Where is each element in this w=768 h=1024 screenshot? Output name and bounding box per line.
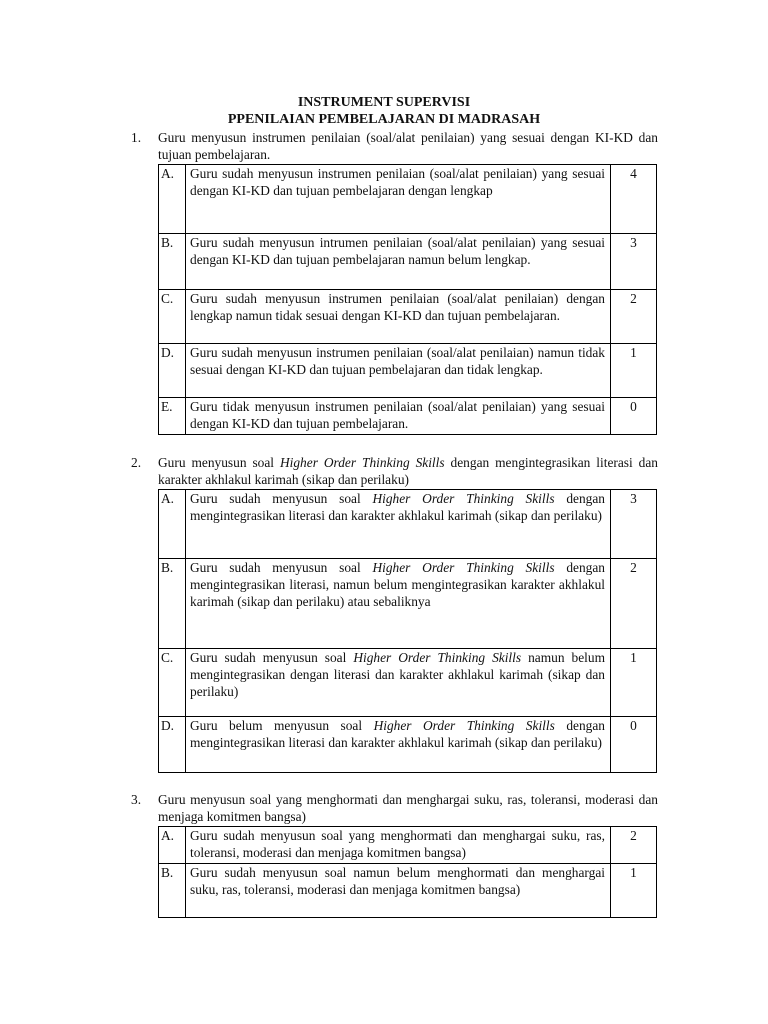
option-row [159, 398, 657, 435]
option-row [159, 344, 657, 398]
question-3-options-table [158, 826, 657, 918]
option-row [159, 717, 657, 773]
option-letter: A. [159, 490, 186, 559]
option-text: Guru sudah menyusun soal namun belum menghormati dan menghargai suku, ras, toleransi, moderasi dan menjaga komitmen bangsa) [186, 864, 611, 918]
option-score: 1 [611, 344, 657, 398]
option-letter: D. [159, 717, 186, 773]
option-score: 2 [611, 290, 657, 344]
question-1 [131, 129, 658, 163]
option-row [159, 490, 657, 559]
option-score: 2 [611, 559, 657, 649]
option-text: Guru sudah menyusun intrumen penilaian (soal/alat penilaian) yang sesuai dengan KI-KD dan tujuan pembelajaran namun belum lengkap. [186, 234, 611, 290]
question-3 [131, 791, 658, 825]
question-number: 3. [131, 792, 142, 807]
option-text: Guru sudah menyusun soal Higher Order Thinking Skills dengan mengintegrasikan literasi dan karakter akhlakul karimah (sikap dan perilaku) [186, 490, 611, 559]
option-text: Guru belum menyusun soal Higher Order Thinking Skills dengan mengintegrasikan literasi dan karakter akhlakul karimah (sikap dan perilaku) [186, 717, 611, 773]
option-text: Guru sudah menyusun instrumen penilaian (soal/alat penilaian) yang sesuai dengan KI-KD dan tujuan pembelajaran dengan lengkap [186, 165, 611, 234]
option-letter: B. [159, 864, 186, 918]
question-text: Guru menyusun soal Higher Order Thinking Skills dengan mengintegrasikan literasi dan karakter akhlakul karimah (sikap dan perilaku) [158, 455, 658, 487]
question-1-options-table [158, 164, 657, 435]
option-row [159, 290, 657, 344]
option-score: 2 [611, 827, 657, 864]
option-row [159, 864, 657, 918]
option-score: 1 [611, 864, 657, 918]
option-text: Guru sudah menyusun soal yang menghormati dan menghargai suku, ras, toleransi, moderasi dan menjaga komitmen bangsa) [186, 827, 611, 864]
question-text: Guru menyusun instrumen penilaian (soal/alat penilaian) yang sesuai dengan KI-KD dan tujuan pembelajaran. [158, 130, 658, 162]
option-row [159, 559, 657, 649]
question-number: 2. [131, 455, 142, 470]
option-letter: B. [159, 559, 186, 649]
option-text: Guru tidak menyusun instrumen penilaian (soal/alat penilaian) yang sesuai dengan KI-KD dan tujuan pembelajaran. [186, 398, 611, 435]
question-text: Guru menyusun soal yang menghormati dan menghargai suku, ras, toleransi, moderasi dan menjaga komitmen bangsa) [158, 792, 658, 824]
option-letter: A. [159, 165, 186, 234]
question-number: 1. [131, 130, 142, 145]
option-score: 0 [611, 398, 657, 435]
document-title: INSTRUMENT SUPERVISI [297, 95, 471, 110]
option-row [159, 649, 657, 717]
option-letter: C. [159, 290, 186, 344]
option-score: 4 [611, 165, 657, 234]
option-text: Guru sudah menyusun instrumen penilaian (soal/alat penilaian) dengan lengkap namun tidak sesuai dengan KI-KD dan tujuan pembelajaran. [186, 290, 611, 344]
option-letter: A. [159, 827, 186, 864]
option-text: Guru sudah menyusun instrumen penilaian (soal/alat penilaian) namun tidak sesuai dengan KI-KD dan tujuan pembelajaran dan tidak lengkap. [186, 344, 611, 398]
option-text: Guru sudah menyusun soal Higher Order Thinking Skills dengan mengintegrasikan literasi, namun belum mengintegrasikan karakter akhlakul karimah (sikap dan perilaku) atau sebaliknya [186, 559, 611, 649]
option-row [159, 234, 657, 290]
option-score: 3 [611, 234, 657, 290]
option-letter: B. [159, 234, 186, 290]
option-letter: E. [159, 398, 186, 435]
option-row [159, 827, 657, 864]
option-score: 3 [611, 490, 657, 559]
question-2-options-table [158, 489, 657, 773]
option-score: 0 [611, 717, 657, 773]
option-score: 1 [611, 649, 657, 717]
option-letter: C. [159, 649, 186, 717]
option-text: Guru sudah menyusun soal Higher Order Thinking Skills namun belum mengintegrasikan dengan literasi dan karakter akhlakul karimah (sikap dan perilaku) [186, 649, 611, 717]
question-2 [131, 454, 658, 488]
option-letter: D. [159, 344, 186, 398]
document-subtitle: PPENILAIAN PEMBELAJARAN DI MADRASAH [227, 112, 541, 127]
option-row [159, 165, 657, 234]
